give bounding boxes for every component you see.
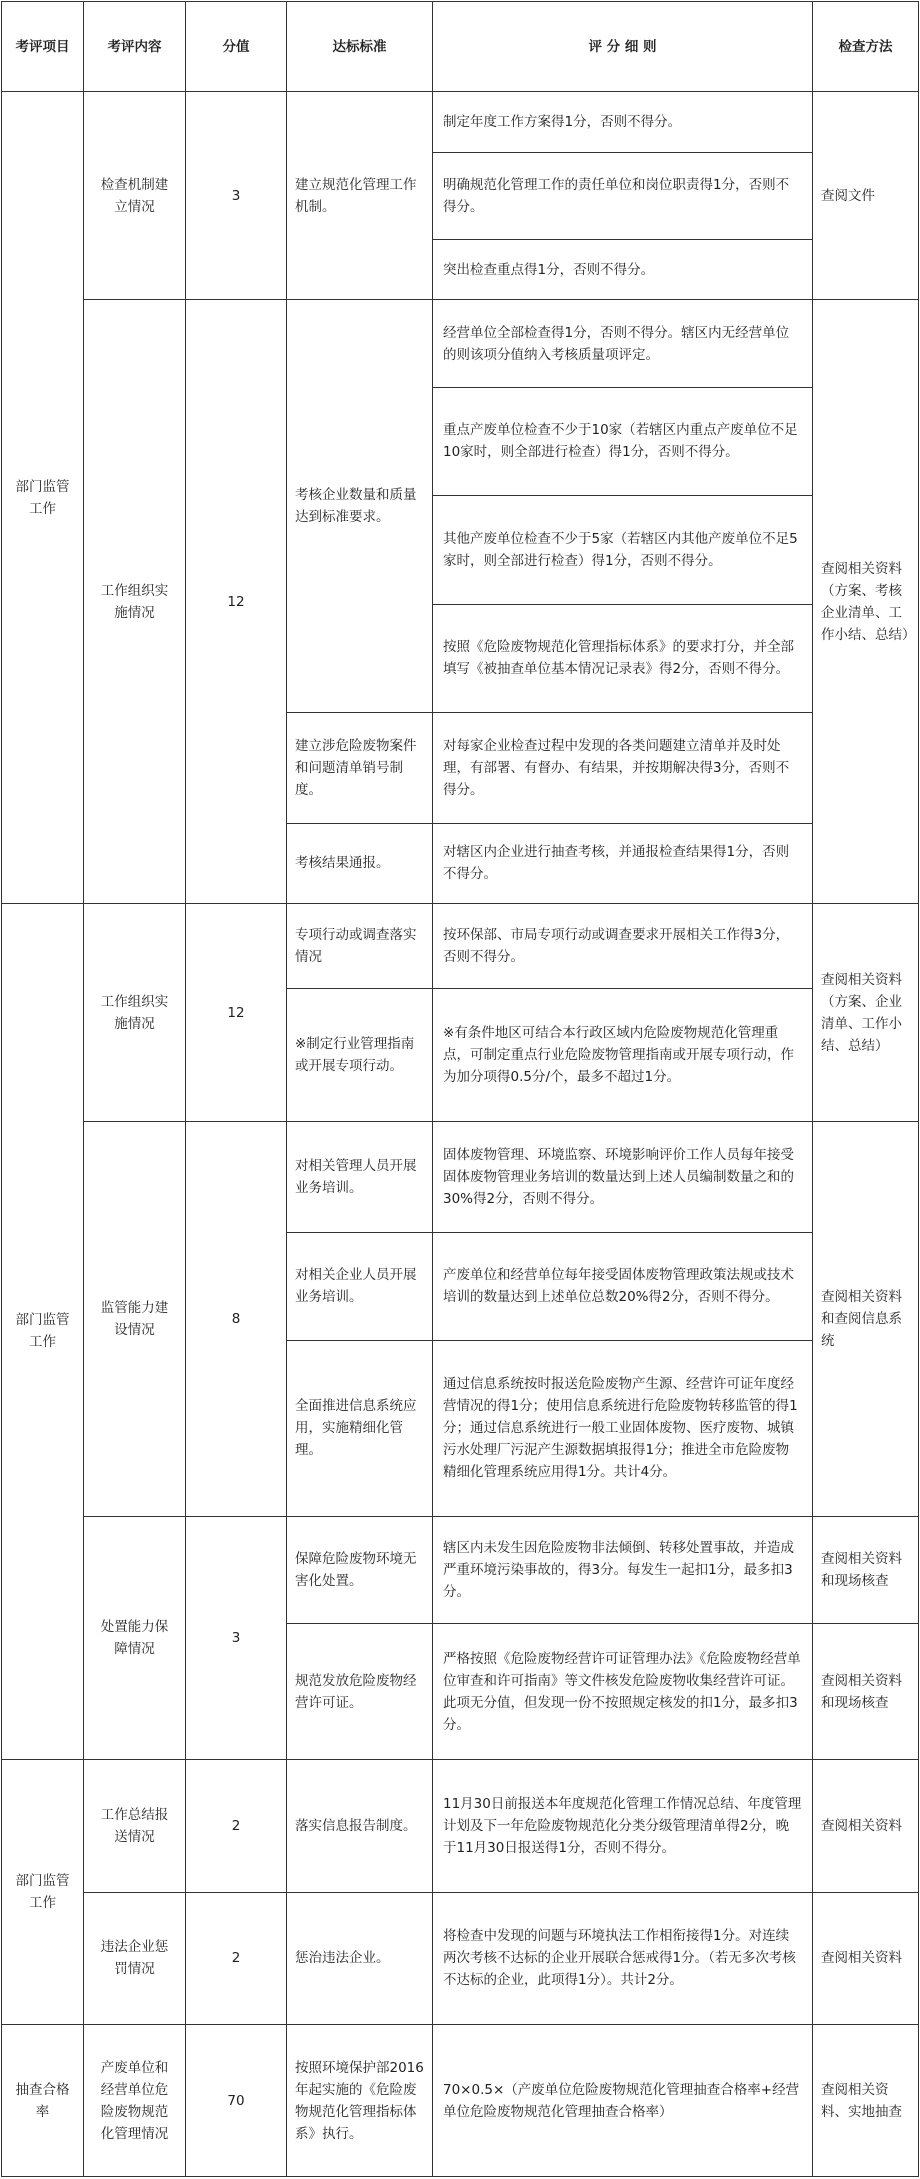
rule-cell: 将检查中发现的问题与环境执法工作相衔接得1分。对连续两次考核不达标的企业开展联合惩戒得1分。（若无多次考核不达标的企业，此项得1分）。共计2分。	[433, 1892, 813, 2025]
score-cell: 2	[186, 1759, 287, 1892]
header-method: 检查方法	[813, 2, 919, 92]
rule-cell: 严格按照《危险废物经营许可证管理办法》《危险废物经营单位审查和许可指南》等文件核发危险废物收集经营许可证。此项无分值，但发现一份不按照规定核发的扣1分，最多扣3分。	[433, 1624, 813, 1760]
standard-cell: 惩治违法企业。	[287, 1892, 433, 2025]
score-cell: 8	[186, 1122, 287, 1517]
header-row	[2, 2, 919, 92]
content-cell: 违法企业惩罚情况	[84, 1892, 186, 2025]
table-row	[2, 1122, 919, 1233]
rule-cell: 其他产废单位检查不少于5家（若辖区内其他产废单位不足5家时，则全部进行检查）得1分，否则不得分。	[433, 496, 813, 604]
rule-cell: 按环保部、市局专项行动或调查要求开展相关工作得3分，否则不得分。	[433, 904, 813, 989]
rule-cell: 辖区内未发生因危险废物非法倾倒、转移处置事故，并造成严重环境污染事故的，得3分。每发生一起扣1分，最多扣3分。	[433, 1516, 813, 1623]
score-cell: 70	[186, 2025, 287, 2177]
standard-cell: 全面推进信息系统应用，实施精细化管理。	[287, 1341, 433, 1517]
table-row	[2, 1759, 919, 1892]
standard-cell: 保障危险废物环境无害化处置。	[287, 1516, 433, 1623]
standard-cell: 规范发放危险废物经营许可证。	[287, 1624, 433, 1760]
standard-cell: ※制定行业管理指南或开展专项行动。	[287, 989, 433, 1122]
content-cell: 产废单位和经营单位危险废物规范化管理情况	[84, 2025, 186, 2177]
standard-cell: 建立规范化管理工作机制。	[287, 92, 433, 300]
method-cell: 查阅相关资料和查阅信息系统	[813, 1122, 919, 1517]
score-cell: 12	[186, 300, 287, 904]
header-score: 分值	[186, 2, 287, 92]
table-row	[2, 904, 919, 989]
method-cell: 查阅相关资料（方案、企业清单、工作小结、总结）	[813, 904, 919, 1122]
method-cell: 查阅相关资料和现场核查	[813, 1624, 919, 1760]
rule-cell: 通过信息系统按时报送危险废物产生源、经营许可证年度经营情况的得1分；使用信息系统进行危险废物转移监管的得1分；通过信息系统进行一般工业固体废物、医疗废物、城镇污水处理厂污泥产生源数据填报得1分；推进全市危险废物精细化管理系统应用得1分。共计4分。	[433, 1341, 813, 1517]
method-cell: 查阅相关资料	[813, 1759, 919, 1892]
score-cell: 3	[186, 92, 287, 300]
header-standard: 达标标准	[287, 2, 433, 92]
method-cell: 查阅相关资料	[813, 1892, 919, 2025]
content-cell: 监管能力建设情况	[84, 1122, 186, 1517]
table-row	[2, 92, 919, 152]
group-item: 部门监管工作	[2, 1759, 84, 2024]
score-cell: 2	[186, 1892, 287, 2025]
content-cell: 检查机制建立情况	[84, 92, 186, 300]
evaluation-table	[1, 1, 919, 2177]
content-cell: 工作总结报送情况	[84, 1759, 186, 1892]
standard-cell: 考核结果通报。	[287, 823, 433, 903]
method-cell: 查阅文件	[813, 92, 919, 300]
content-cell: 处置能力保障情况	[84, 1516, 186, 1759]
rule-cell: 按照《危险废物规范化管理指标体系》的要求打分，并全部填写《被抽查单位基本情况记录表》得2分，否则不得分。	[433, 604, 813, 712]
group-item: 部门监管工作	[2, 92, 84, 904]
standard-cell: 对相关企业人员开展业务培训。	[287, 1232, 433, 1340]
content-cell: 工作组织实施情况	[84, 904, 186, 1122]
standard-cell: 考核企业数量和质量达到标准要求。	[287, 300, 433, 713]
group-item: 部门监管工作	[2, 904, 84, 1760]
method-cell: 查阅相关资料（方案、考核企业清单、工作小结、总结）	[813, 300, 919, 904]
score-cell: 3	[186, 1516, 287, 1759]
rule-cell: 重点产废单位检查不少于10家（若辖区内重点产废单位不足10家时，则全部进行检查）得1分，否则不得分。	[433, 387, 813, 495]
standard-cell: 按照环境保护部2016年起实施的《危险废物规范化管理指标体系》执行。	[287, 2025, 433, 2177]
rule-cell: 11月30日前报送本年度规范化管理工作情况总结、年度管理计划及下一年危险废物规范化分类分级管理清单得2分，晚于11月30日报送得1分，否则不得分。	[433, 1759, 813, 1892]
table-row	[2, 300, 919, 387]
rule-cell: 70×0.5×（产废单位危险废物规范化管理抽查合格率+经营单位危险废物规范化管理抽查合格率）	[433, 2025, 813, 2177]
group-item: 抽查合格率	[2, 2025, 84, 2177]
standard-cell: 建立涉危险废物案件和问题清单销号制度。	[287, 713, 433, 824]
standard-cell: 落实信息报告制度。	[287, 1759, 433, 1892]
rule-cell: 经营单位全部检查得1分，否则不得分。辖区内无经营单位的则该项分值纳入考核质量项评定。	[433, 300, 813, 387]
header-rules: 评 分 细 则	[433, 2, 813, 92]
table-row	[2, 1892, 919, 2025]
method-cell: 查阅相关资料和现场核查	[813, 1516, 919, 1623]
table-row	[2, 1516, 919, 1623]
table-row	[2, 2025, 919, 2177]
rule-cell: 固体废物管理、环境监察、环境影响评价工作人员每年接受固体废物管理业务培训的数量达到上述人员编制数量之和的30%得2分，否则不得分。	[433, 1122, 813, 1233]
rule-cell: 产废单位和经营单位每年接受固体废物管理政策法规或技术培训的数量达到上述单位总数20%得2分，否则不得分。	[433, 1232, 813, 1340]
standard-cell: 专项行动或调查落实情况	[287, 904, 433, 989]
method-cell: 查阅相关资料、实地抽查	[813, 2025, 919, 2177]
rule-cell: 突出检查重点得1分，否则不得分。	[433, 240, 813, 300]
score-cell: 12	[186, 904, 287, 1122]
standard-cell: 对相关管理人员开展业务培训。	[287, 1122, 433, 1233]
rule-cell: 对辖区内企业进行抽查考核，并通报检查结果得1分，否则不得分。	[433, 823, 813, 903]
content-cell: 工作组织实施情况	[84, 300, 186, 904]
rule-cell: 明确规范化管理工作的责任单位和岗位职责得1分，否则不得分。	[433, 152, 813, 239]
header-item: 考评项目	[2, 2, 84, 92]
rule-cell: ※有条件地区可结合本行政区域内危险废物规范化管理重点，可制定重点行业危险废物管理指南或开展专项行动，作为加分项得0.5分/个，最多不超过1分。	[433, 989, 813, 1122]
rule-cell: 对每家企业检查过程中发现的各类问题建立清单并及时处理，有部署、有督办、有结果，并按期解决得3分，否则不得分。	[433, 713, 813, 824]
rule-cell: 制定年度工作方案得1分，否则不得分。	[433, 92, 813, 152]
header-content: 考评内容	[84, 2, 186, 92]
